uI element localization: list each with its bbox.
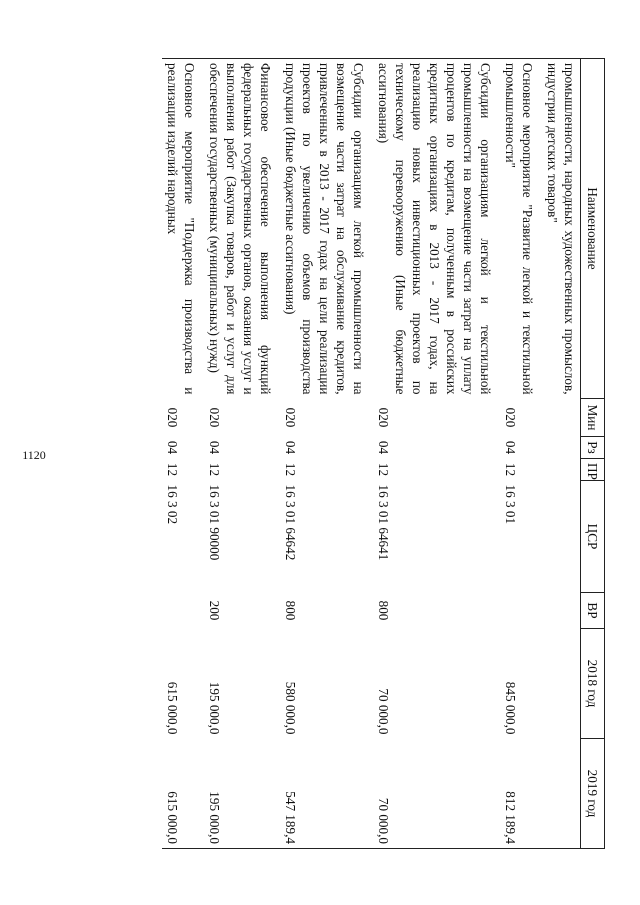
- cell-min: 020: [503, 407, 518, 428]
- cell-csr: 16 3 01 90000: [207, 484, 222, 561]
- cell-pr: [538, 459, 581, 481]
- cell-min: 020: [376, 407, 391, 428]
- cell-csr: 16 3 02: [165, 484, 180, 525]
- table-row: [369, 59, 496, 849]
- cell-name: Основное мероприятие "Поддержка производства и реализации изделий народных: [162, 59, 200, 399]
- table-row: [162, 59, 200, 849]
- cell-csr: [538, 481, 581, 593]
- header-csr: ЦСР: [581, 481, 605, 593]
- cell-csr: 16 3 01 64642: [283, 484, 298, 561]
- cell-min: 020: [283, 407, 298, 428]
- header-rz: Рз: [581, 437, 605, 459]
- header-name: Наименование: [581, 59, 605, 399]
- cell-2019: 547 189,4: [276, 739, 369, 849]
- table-row: [538, 59, 581, 849]
- cell-2018: 845 000,0: [503, 681, 518, 735]
- budget-table: [162, 58, 605, 849]
- table-row: [276, 59, 369, 849]
- cell-min: 020: [165, 407, 180, 428]
- cell-rz: 04: [207, 440, 222, 455]
- header-vr: ВР: [581, 593, 605, 629]
- header-2019: 2019 год: [581, 739, 605, 849]
- header-pr: ПР: [581, 459, 605, 481]
- page-number: 1120: [22, 448, 46, 462]
- table-row: [200, 59, 276, 849]
- cell-name: Финансовое обеспечение выполнения функций федеральных государственных органов, оказания услуг и выполнения работ (Закупка товаров, работ и услуг для обеспечения государственных (муниципальных) нужд): [200, 59, 276, 399]
- cell-rz: 04: [376, 440, 391, 455]
- cell-name: Основное мероприятие "Развитие легкой и текстильной промышленности": [496, 59, 538, 399]
- cell-pr: 12: [503, 462, 518, 477]
- cell-min: [538, 399, 581, 437]
- cell-name: промышленности, народных художественных промыслов, индустрии детских товаров": [538, 59, 581, 399]
- cell-2019: 195 000,0: [200, 739, 276, 849]
- cell-pr: 12: [376, 462, 391, 477]
- cell-2019: 615 000,0: [162, 739, 200, 849]
- cell-rz: 04: [165, 440, 180, 455]
- cell-name: Субсидии организациям легкой промышленности на возмещение части затрат на обслуживание кредитов, привлеченных в 2013 - 2017 годах на цели реализации проектов по увеличению объемов производства продукции (Иные бюджетные ассигнования): [276, 59, 369, 399]
- cell-2018: 580 000,0: [283, 681, 298, 735]
- cell-csr: 16 3 01 64641: [376, 484, 391, 561]
- cell-vr: 800: [376, 600, 391, 621]
- cell-vr: [162, 593, 200, 629]
- header-row: [581, 59, 605, 849]
- cell-2018: [538, 629, 581, 739]
- cell-2018: 70 000,0: [376, 688, 391, 735]
- cell-2019: 70 000,0: [369, 739, 496, 849]
- header-min: Мин: [581, 399, 605, 437]
- table-header: [581, 59, 605, 849]
- cell-2018: 195 000,0: [207, 681, 222, 735]
- cell-rz: [538, 437, 581, 459]
- cell-2019: [538, 739, 581, 849]
- header-2018: 2018 год: [581, 629, 605, 739]
- cell-pr: 12: [283, 462, 298, 477]
- cell-2019: 812 189,4: [496, 739, 538, 849]
- cell-csr: 16 3 01: [503, 484, 518, 525]
- cell-min: 020: [207, 407, 222, 428]
- cell-pr: 12: [207, 462, 222, 477]
- cell-name: Субсидии организациям легкой и текстильной промышленности на возмещение части затрат на уплату процентов по кредитам, полученным в российских кредитных организациях в 2013 - 2017 годах, на реализацию новых инвестиционных проектов по техническому перевооружению (Иные бюджетные ассигнования): [369, 59, 496, 399]
- cell-rz: 04: [283, 440, 298, 455]
- cell-2018: 615 000,0: [165, 681, 180, 735]
- table-body: [162, 59, 581, 849]
- cell-vr: [496, 593, 538, 629]
- rotated-table-container: [90, 58, 605, 848]
- cell-pr: 12: [165, 462, 180, 477]
- cell-vr: [538, 593, 581, 629]
- cell-vr: 800: [283, 600, 298, 621]
- table-row: [496, 59, 538, 849]
- cell-vr: 200: [207, 600, 222, 621]
- cell-rz: 04: [503, 440, 518, 455]
